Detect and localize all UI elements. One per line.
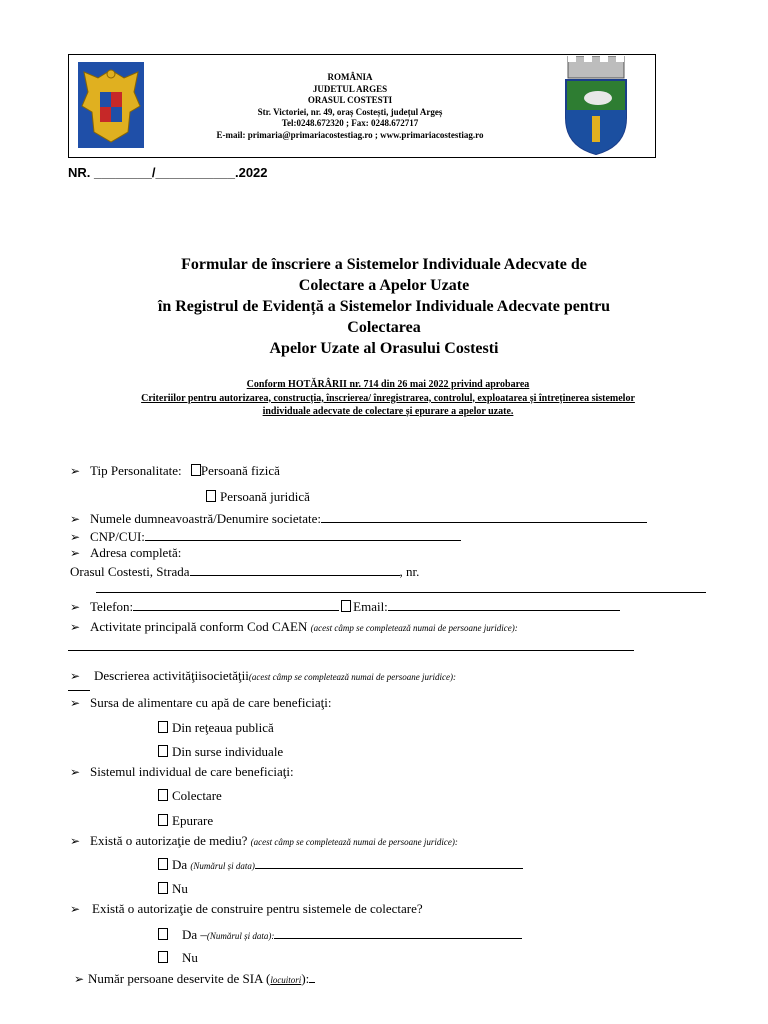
- email-checkbox[interactable]: [341, 600, 351, 612]
- tip-opt2-label: Persoană juridică: [220, 489, 310, 504]
- tip-opt1-label: Persoană fizică: [200, 463, 280, 478]
- descriere-field-line[interactable]: [68, 690, 90, 691]
- epurare-checkbox[interactable]: [158, 814, 168, 826]
- strada-label: Orasul Costesti, Strada: [70, 564, 190, 579]
- caen-label: Activitate principală conform Cod CAEN: [90, 619, 308, 634]
- da-label: Da: [172, 857, 188, 872]
- form-title: [100, 254, 668, 359]
- nu2-label: Nu: [182, 950, 198, 965]
- descriere-row: [70, 668, 456, 685]
- sursa-opt1-label: Din reţeaua publică: [172, 720, 274, 735]
- aut-constr-da-checkbox[interactable]: [158, 928, 168, 940]
- tip-label: Tip Personalitate:: [90, 463, 182, 478]
- legal-reference: [60, 378, 716, 419]
- numar-note: locuitori: [270, 975, 302, 985]
- bullet-arrow-icon: ➢: [70, 834, 81, 848]
- numar-end: ):: [301, 971, 310, 986]
- sistem-opt2-label: Epurare: [172, 813, 214, 828]
- tip-personalitate-row: [70, 463, 280, 479]
- bullet-arrow-icon: ➢: [70, 464, 81, 478]
- aut-mediu-nu-checkbox[interactable]: [158, 882, 168, 894]
- tip-opt2-row: [206, 489, 310, 505]
- aut-constr-row: [70, 901, 423, 917]
- bullet-arrow-icon: ➢: [70, 696, 81, 710]
- sursa-opt2-row: [158, 744, 283, 760]
- title-line: Colectare a Apelor Uzate: [298, 277, 470, 294]
- caen-row: [70, 619, 518, 636]
- nr-label: , nr.: [399, 564, 420, 579]
- da2-note: (Numărul și data):: [206, 931, 275, 941]
- aut-mediu-da-field[interactable]: [255, 856, 523, 869]
- cnp-row: [70, 528, 461, 545]
- registration-number-line[interactable]: NR. ________/___________.2022: [68, 165, 268, 180]
- aut-mediu-nu-row: [158, 881, 188, 897]
- aut-mediu-note: (acest câmp se completează numai de persoane juridice):: [250, 837, 458, 847]
- cnp-field[interactable]: [145, 528, 461, 541]
- bullet-arrow-icon: ➢: [70, 669, 81, 683]
- telefon-field[interactable]: [133, 598, 339, 611]
- aut-mediu-label: Există o autorizaţie de mediu?: [90, 833, 248, 848]
- aut-constr-nu-row: [158, 950, 198, 966]
- descriere-note: (acest câmp se completează numai de persoane juridice):: [248, 672, 457, 682]
- sursa-opt2-label: Din surse individuale: [172, 744, 284, 759]
- bullet-arrow-icon: ➢: [70, 620, 81, 634]
- bullet-arrow-icon: ➢: [70, 902, 81, 916]
- adresa-label: Adresa completă:: [90, 545, 182, 560]
- sistem-row: [70, 764, 294, 780]
- title-line: în Registrul de Evidență a Sistemelor Individuale Adecvate pentru: [157, 298, 611, 315]
- surse-individuale-checkbox[interactable]: [158, 745, 168, 757]
- email-label: Email:: [353, 599, 388, 614]
- colectare-checkbox[interactable]: [158, 789, 168, 801]
- law-line: individuale adecvate de colectare și epurare a apelor uzate.: [262, 406, 514, 417]
- bullet-arrow-icon: ➢: [70, 765, 81, 779]
- nume-field[interactable]: [321, 510, 647, 523]
- strada-field[interactable]: [190, 563, 400, 576]
- adresa-continuation-line[interactable]: [96, 592, 706, 593]
- bullet-arrow-icon: ➢: [74, 972, 85, 986]
- sistem-opt2-row: [158, 813, 213, 829]
- aut-constr-da-row: [158, 926, 522, 944]
- adresa-row: [70, 545, 181, 561]
- sistem-opt1-row: [158, 788, 222, 804]
- telefon-row: [70, 598, 620, 615]
- aut-mediu-da-checkbox[interactable]: [158, 858, 168, 870]
- law-line: Conform HOTĂRÂRII nr. 714 din 26 mai 2022 privind aprobarea: [246, 379, 530, 390]
- law-line: Criteriilor pentru autorizarea, construcția, înscrierea/ înregistrarea, controlul, exploatarea și întreținerea sistemelor: [141, 392, 635, 404]
- descriere-label: Descrierea activităţiisocietăţii: [94, 668, 249, 683]
- header-text: [150, 72, 550, 141]
- persoana-juridica-checkbox[interactable]: [206, 490, 216, 502]
- da-note: (Numărul și data): [190, 861, 255, 871]
- aut-constr-da-field[interactable]: [274, 926, 522, 939]
- title-line: Colectarea: [347, 319, 421, 336]
- bullet-arrow-icon: ➢: [70, 512, 81, 526]
- strada-row: [70, 563, 419, 580]
- numar-label: Număr persoane deservite de SIA (: [88, 971, 271, 986]
- persoana-fizica-checkbox[interactable]: [191, 464, 201, 476]
- bullet-arrow-icon: ➢: [70, 546, 81, 560]
- header-line: ROMÂNIA: [327, 72, 373, 82]
- aut-mediu-row: [70, 833, 458, 850]
- bullet-arrow-icon: ➢: [70, 530, 81, 544]
- header-line: ORASUL COSTESTI: [307, 95, 393, 105]
- aut-constr-label: Există o autorizaţie de construire pentru sistemele de colectare?: [92, 901, 423, 916]
- romania-coat-of-arms-icon: [78, 62, 144, 148]
- numar-persoane-field[interactable]: [309, 970, 315, 983]
- sursa-row: [70, 695, 331, 711]
- sursa-opt1-row: [158, 720, 274, 736]
- header-top-line: [148, 54, 558, 55]
- aut-constr-nu-checkbox[interactable]: [158, 951, 168, 963]
- sistem-opt1-label: Colectare: [172, 788, 222, 803]
- numar-persoane-row: [74, 970, 315, 988]
- retea-publica-checkbox[interactable]: [158, 721, 168, 733]
- header-line: Str. Victoriei, nr. 49, oraș Costești, județul Argeș: [257, 106, 443, 117]
- nume-label: Numele dumneavoastră/Denumire societate:: [90, 511, 322, 526]
- title-line: Apelor Uzate al Orasului Costesti: [269, 340, 499, 357]
- cnp-label: CNP/CUI:: [90, 529, 145, 544]
- header-line: JUDETUL ARGES: [312, 83, 388, 94]
- header-line: Tel:0248.672320 ; Fax: 0248.672717: [281, 118, 419, 128]
- header-line: E-mail: primaria@primariacostestiag.ro ; www.primariacostestiag.ro: [216, 129, 484, 140]
- title-line: Formular de înscriere a Sistemelor Individuale Adecvate de: [181, 256, 587, 273]
- bullet-arrow-icon: ➢: [70, 600, 81, 614]
- email-field[interactable]: [388, 598, 620, 611]
- aut-mediu-da-row: [158, 856, 523, 874]
- nu-label: Nu: [172, 881, 188, 896]
- costesti-city-crest-icon: [560, 56, 632, 156]
- caen-field-line[interactable]: [68, 650, 634, 651]
- telefon-label: Telefon:: [90, 599, 134, 614]
- sursa-label: Sursa de alimentare cu apă de care beneficiaţi:: [90, 695, 332, 710]
- sistem-label: Sistemul individual de care beneficiaţi:: [90, 764, 294, 779]
- caen-note: (acest câmp se completează numai de persoane juridice):: [310, 623, 518, 633]
- nume-row: [70, 510, 647, 527]
- da2-label: Da –: [182, 927, 207, 942]
